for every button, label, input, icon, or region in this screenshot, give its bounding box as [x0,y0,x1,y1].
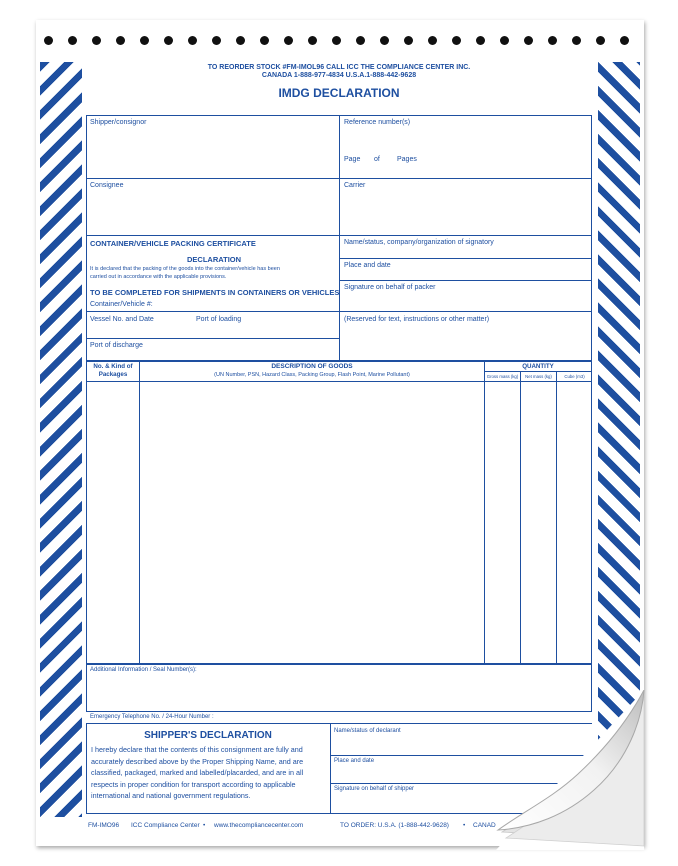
pages-label: Pages [397,156,417,163]
consignee-field[interactable]: Consignee [90,182,124,189]
goods-table [86,361,592,664]
carrier-field[interactable]: Carrier [344,182,366,189]
reserved-field[interactable]: (Reserved for text, instructions or other matter) [344,316,490,323]
emergency-phone-field[interactable]: Emergency Telephone No. / 24-Hour Number : [90,714,214,720]
col-description-subheader: (UN Number, PSN, Hazard Class, Packing Group, Flash Point, Marine Pollutant) [214,372,410,378]
pinfeed-holes [36,30,644,50]
shippers-declaration-title: SHIPPER'S DECLARATION [144,730,272,741]
col-packages-header: No. & Kind of Packages [93,363,133,378]
footer-website: www.thecompliancecenter.com [214,822,304,829]
footer-form-number: FM-IMO96 [88,822,120,829]
container-cert-heading: CONTAINER/VEHICLE PACKING CERTIFICATE [90,239,256,248]
declarant-place-date-field[interactable]: Place and date [334,758,375,764]
col-cube: Cube (m3) [564,374,585,379]
of-label: of [374,156,380,163]
reference-field[interactable]: Reference number(s) [344,119,411,126]
footer-canada: CANAD [473,822,496,829]
footer-order: TO ORDER: U.S.A. (1-888-442-9628) [340,822,449,829]
port-loading-field[interactable]: Port of loading [196,316,242,323]
declaration-text: It is declared that the packing of the goods into the container/vehicle has been carried out in accordance with the applicable provisions. [90,266,280,280]
container-number-field[interactable]: Container/Vehicle #: [90,301,153,308]
form-title: IMDG DECLARATION [278,86,400,100]
additional-info-field[interactable]: Additional Information / Seal Number(s): [90,667,197,673]
declaration-heading: DECLARATION [187,255,242,264]
col-net-mass: Net mass (kg) [525,374,552,379]
hazard-stripe-left [40,62,82,817]
vessel-field[interactable]: Vessel No. and Date [90,316,154,323]
footer-bullet: • [203,822,206,829]
footer-company: ICC Compliance Center [131,822,200,829]
shippers-declaration-text: I hereby declare that the contents of this consignment are fully and accurately described above by the Proper Shipping Name, and are classified, packaged, marked and labelled/placarded, and are in all respects in proper condition for transport according to applicable international and national government regulations. [91,745,304,801]
place-date-field[interactable]: Place and date [344,262,391,269]
shipper-field[interactable]: Shipper/consignor [90,119,147,126]
port-discharge-field[interactable]: Port of discharge [90,342,143,349]
declarant-name-field[interactable]: Name/status of declarant [334,728,401,734]
page-label: Page [344,156,361,163]
packer-signature-field[interactable]: Signature on behalf of packer [344,284,436,291]
shipper-signature-field[interactable]: Signature on behalf of shipper [334,786,415,792]
to-be-completed-note: TO BE COMPLETED FOR SHIPMENTS IN CONTAINERS OR VEHICLES [90,288,340,297]
col-quantity-header: QUANTITY [522,363,554,370]
reorder-notice: TO REORDER STOCK #FM-IMOL96 CALL ICC THE COMPLIANCE CENTER INC. CANADA 1-888-977-4834 U.S.A.1-888-442-9628 [207,64,471,79]
col-description-header: DESCRIPTION OF GOODS [271,363,353,370]
footer-bullet: • [463,822,466,829]
page-curl-graphic [496,690,646,850]
name-status-field[interactable]: Name/status, company/organization of signatory [344,239,494,246]
col-gross-mass: Gross mass (kg) [486,374,519,379]
